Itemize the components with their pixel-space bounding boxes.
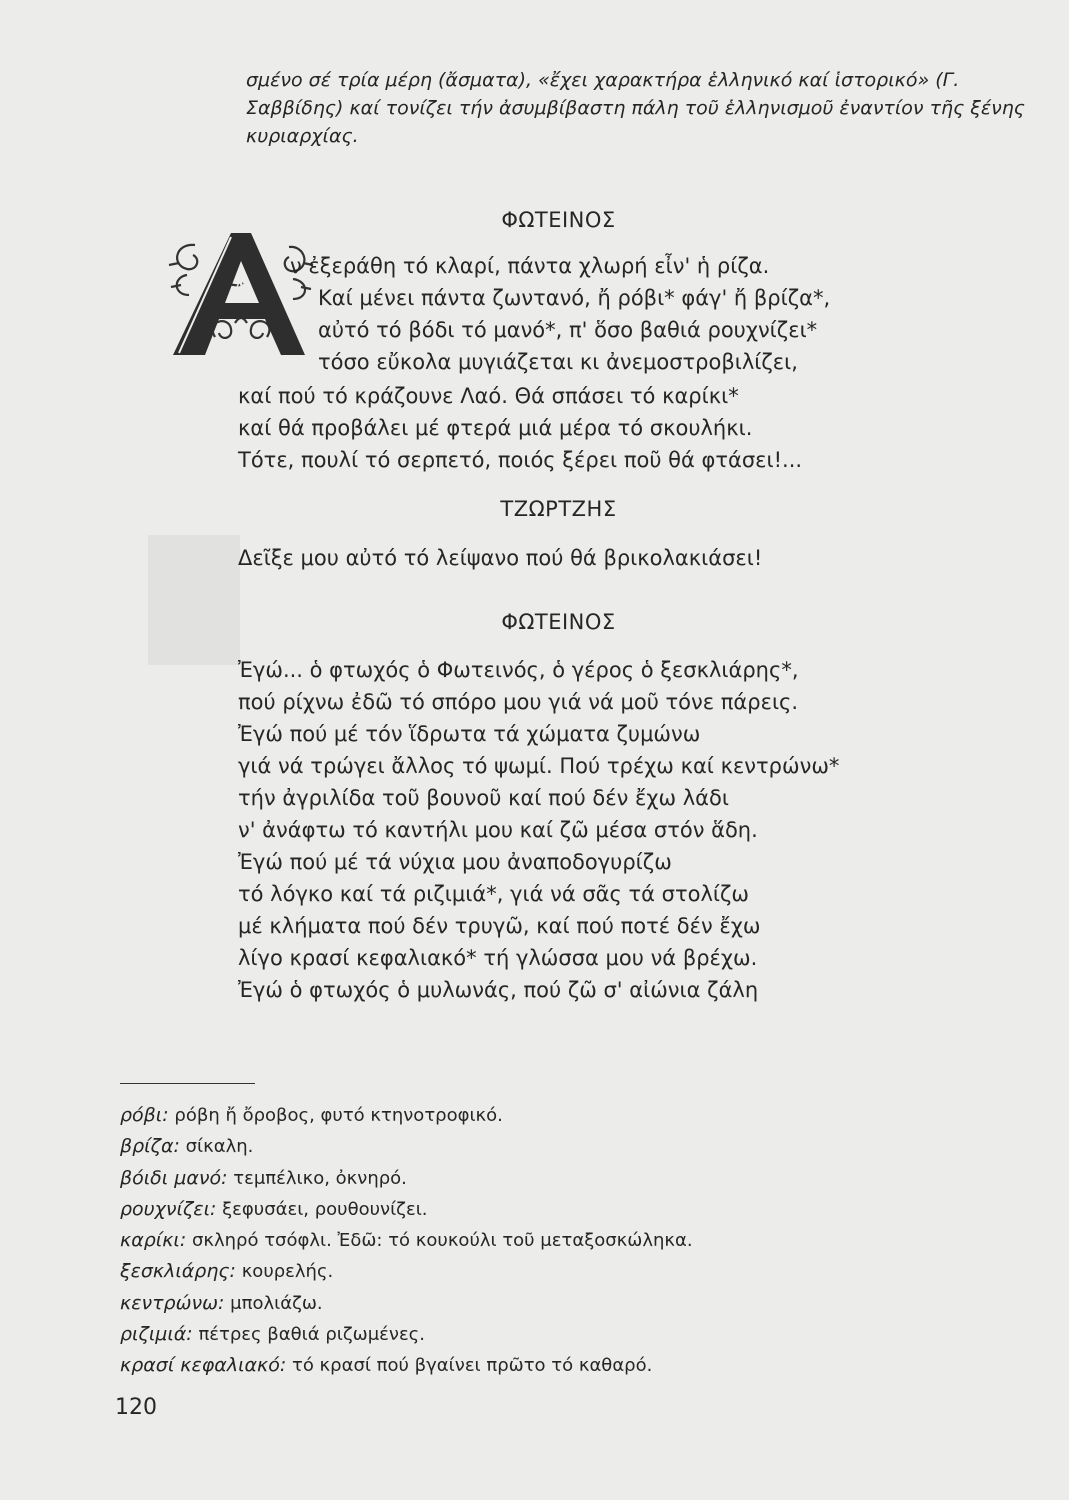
footnote-term: κεντρώνω: xyxy=(120,1291,225,1314)
speaker-heading: ΤΖΩΡΤΖΗΣ xyxy=(500,497,617,521)
footnote-term: βρίζα: xyxy=(120,1135,180,1158)
verse-block-1a xyxy=(290,250,769,282)
footnote xyxy=(120,1194,693,1225)
footnote-definition: σίκαλη. xyxy=(185,1136,254,1158)
verse-block-1b xyxy=(318,282,830,346)
verse-block-3 xyxy=(238,654,839,1006)
verse-line: καί θά προβάλει μέ φτερά μιά μέρα τό σκουλήκι. xyxy=(238,416,753,440)
footnote-definition: ξεφυσάει, ρουθουνίζει. xyxy=(222,1198,428,1220)
verse-line: τήν ἀγριλίδα τοῦ βουνοῦ καί πού δέν ἔχω λάδι xyxy=(238,786,729,810)
bleed-through-image xyxy=(148,535,240,665)
verse-line: γιά νά τρώγει ἄλλος τό ψωμί. Πού τρέχω καί κεντρώνω* xyxy=(238,754,840,778)
footnote-term: ριζιμιά: xyxy=(120,1323,193,1346)
verse-line: Τότε, πουλί τό σερπετό, ποιός ξέρει ποῦ θά φτάσει!... xyxy=(238,448,803,472)
verse-line: τό λόγκο καί τά ριζιμιά*, γιά νά σᾶς τά στολίζω xyxy=(238,882,750,906)
verse-block-1c xyxy=(318,346,798,378)
footnote-term: καρίκι: xyxy=(120,1229,187,1252)
verse-block-1d xyxy=(238,380,802,476)
page-number: 120 xyxy=(115,1395,157,1420)
intro-paragraph: σμένο σέ τρία μέρη (ἄσματα), «ἔχει χαρακτήρα ἑλληνικό καί ἱστορικό» (Γ. Σαββίδης) καί τονίζει τήν ἀσυμβίβαστη πάλη τοῦ ἑλληνισμοῦ ἐναντίον τῆς ξένης κυριαρχίας. xyxy=(246,69,1025,147)
speaker-heading: ΦΩΤΕΙΝΟΣ xyxy=(501,610,616,634)
footnote xyxy=(120,1319,693,1350)
verse-line: Ἐγώ ὁ φτωχός ὁ μυλωνάς, πού ζῶ σ' αἰώνια ζάλη xyxy=(238,978,759,1002)
verse-line: μέ κλήματα πού δέν τρυγῶ, καί πού ποτέ δέν ἔχω xyxy=(238,914,761,938)
footnote xyxy=(120,1100,693,1131)
footnotes xyxy=(120,1100,693,1382)
dropcap-letter: Α xyxy=(231,276,249,304)
footnote xyxy=(120,1256,693,1287)
footnote-term: βόιδι μανό: xyxy=(120,1166,228,1189)
footnote xyxy=(120,1288,693,1319)
speaker-heading: ΦΩΤΕΙΝΟΣ xyxy=(501,208,616,232)
verse-line: ν ἐξεράθη τό κλαρί, πάντα χλωρή εἶν' ἡ ρίζα. xyxy=(290,254,770,278)
footnote xyxy=(120,1350,693,1381)
footnote-definition: ρόβη ἤ ὄροβος, φυτό κτηνοτροφικό. xyxy=(174,1105,503,1126)
footnote-term: ρουχνίζει: xyxy=(120,1197,217,1220)
bleed-through-shape xyxy=(118,70,130,110)
footnote-definition: μπολιάζω. xyxy=(230,1292,323,1314)
ornamental-dropcap xyxy=(165,225,315,365)
verse-line: τόσο εὔκολα μυγιάζεται κι ἀνεμοστροβιλίζει, xyxy=(318,350,798,374)
footnote-term: ξεσκλιάρης: xyxy=(120,1260,236,1283)
verse-line: αὐτό τό βόδι τό μανό*, π' ὅσο βαθιά ρουχνίζει* xyxy=(318,318,818,342)
verse-line: Καί μένει πάντα ζωντανό, ἤ ρόβι* φάγ' ἤ βρίζα*, xyxy=(318,286,831,310)
footnote-term: κρασί κεφαλιακό: xyxy=(120,1354,287,1377)
verse-line: καί πού τό κράζουνε Λαό. Θά σπάσει τό καρίκι* xyxy=(238,384,739,408)
footnote-divider xyxy=(120,1083,255,1084)
verse-line: Ἐγώ πού μέ τόν ἵδρωτα τά χώματα ζυμώνω xyxy=(238,722,701,746)
footnote-definition: τό κρασί πού βγαίνει πρῶτο τό καθαρό. xyxy=(291,1355,653,1377)
footnote xyxy=(120,1163,693,1194)
verse-block-2 xyxy=(238,542,762,574)
verse-line: Δεῖξε μου αὐτό τό λείψανο πού θά βρικολακιάσει! xyxy=(238,546,763,570)
footnote-term: ρόβι: xyxy=(120,1104,169,1126)
footnote-definition: σκληρό τσόφλι. Ἐδῶ: τό κουκούλι τοῦ μεταξοσκώληκα. xyxy=(191,1230,693,1252)
footnote-definition: κουρελής. xyxy=(241,1261,334,1283)
verse-line: λίγο κρασί κεφαλιακό* τή γλώσσα μου νά βρέχω. xyxy=(238,946,758,970)
verse-line: ν' ἀνάφτω τό καντήλι μου καί ζῶ μέσα στόν ἅδη. xyxy=(238,818,758,842)
footnote xyxy=(120,1131,693,1162)
verse-line: Ἐγώ πού μέ τά νύχια μου ἀναποδογυρίζω xyxy=(238,850,672,874)
verse-line: Ἐγώ... ὁ φτωχός ὁ Φωτεινός, ὁ γέρος ὁ ξεσκλιάρης*, xyxy=(238,658,799,682)
footnote-definition: τεμπέλικο, ὀκνηρό. xyxy=(233,1167,407,1189)
footnote xyxy=(120,1225,693,1256)
verse-line: πού ρίχνω ἐδῶ τό σπόρο μου γιά νά μοῦ τόνε πάρεις. xyxy=(238,690,799,714)
footnote-definition: πέτρες βαθιά ριζωμένες. xyxy=(198,1324,425,1346)
